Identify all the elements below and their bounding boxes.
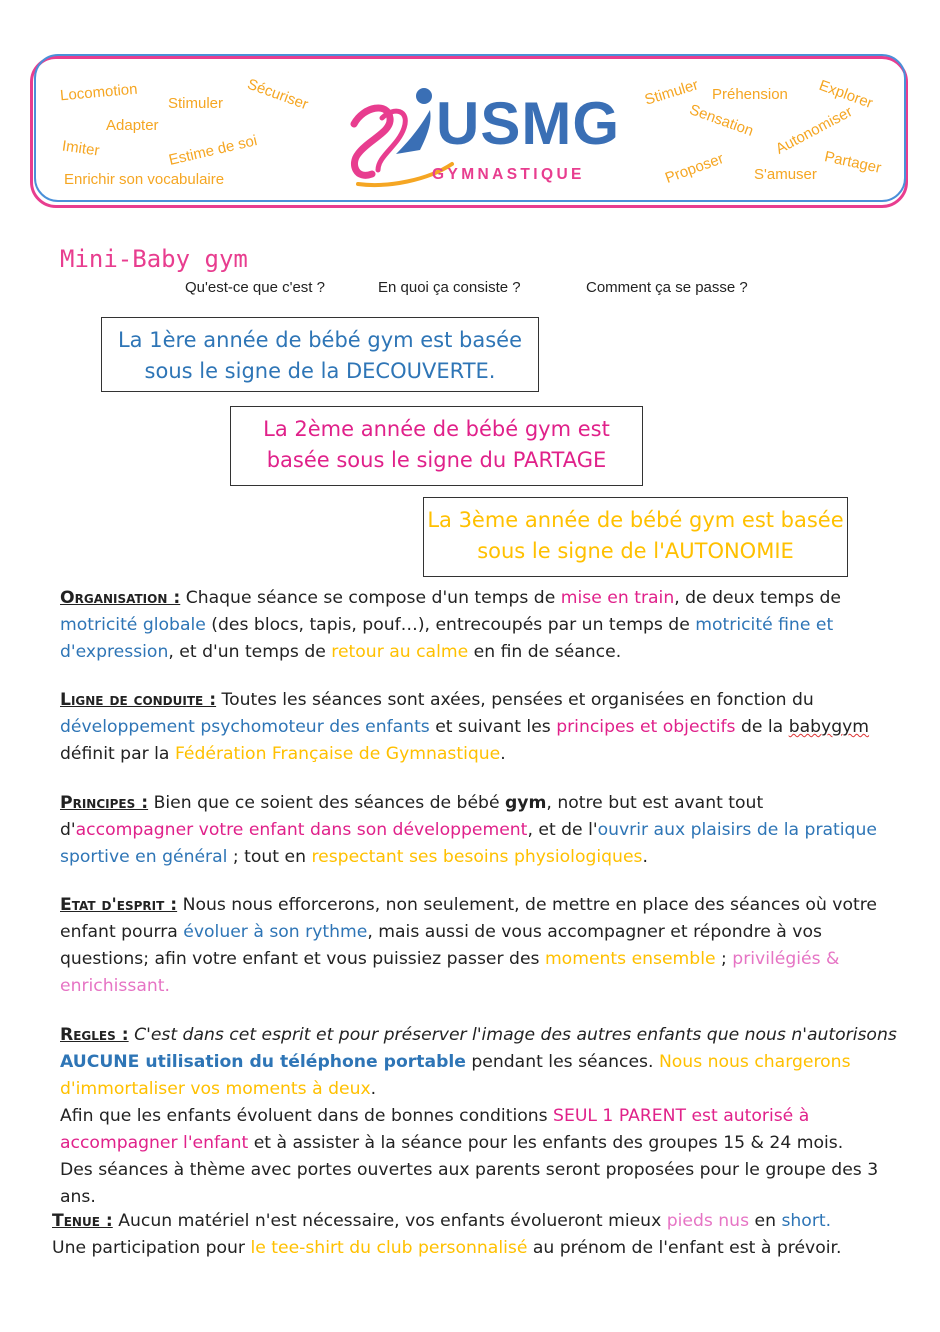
logo-subtitle: GYMNASTIQUE — [432, 166, 585, 183]
question-1: Qu'est-ce que c'est ? — [185, 279, 325, 296]
highlight: pieds nus — [666, 1211, 750, 1231]
section-regles: Regles : C'est dans cet esprit et pour préserver l'image des autres enfants que nous n'autorisons AUCUNE utilisation du téléphone portable pendant les séances. Nous nous chargerons d'immortaliser vos moments à deux. Afin que les enfants évoluent dans de bonnes conditions SEUL 1 PARENT est autorisé à accompagner l'enfant et à assister à la séance pour les enfants des groupes 15 & 24 mois. Des séances à thème avec portes ouvertes aux parents seront proposées pour le groupe des 3 ans. — [60, 1025, 897, 1207]
esprit-heading: Etat d'esprit : — [60, 895, 178, 915]
section-organisation: Organisation : Chaque séance se compose d'un temps de mise en train, de deux temps de motricité globale (des blocs, tapis, pouf…), entrecoupés par un temps de motricité fine et d'expression, et d'un temps de retour au calme en fin de séance. — [60, 588, 841, 662]
principes-heading: Principes : — [60, 793, 149, 813]
section-principes: Principes : Bien que ce soient des séances de bébé gym, notre but est avant tout d'accompagner votre enfant dans son développement, et de l'ouvrir aux plaisirs de la pratique sportive en général ; tout en respectant ses besoins physiologiques. — [60, 793, 877, 867]
keyword-stimuler-right: Stimuler — [642, 76, 701, 109]
year-3-line-2: sous le signe de l'AUTONOMIE — [477, 539, 794, 563]
keyword-samuser: S'amuser — [754, 166, 817, 183]
highlight: le tee-shirt du club personnalisé — [250, 1238, 528, 1258]
highlight: motricité fine et d'expression — [60, 615, 834, 662]
highlight: SEUL 1 PARENT est autorisé à accompagner l'enfant — [60, 1106, 810, 1153]
highlight: respectant ses besoins physiologiques — [311, 847, 643, 867]
keyword-estime-de-soi: Estime de soi — [167, 132, 259, 169]
keyword-partager: Partager — [822, 148, 883, 177]
year-1-line-1: La 1ère année de bébé gym est basée — [117, 328, 523, 352]
spellcheck-word: babygym — [788, 717, 870, 737]
section-etat-esprit: Etat d'esprit : Nous nous efforcerons, non seulement, de mettre en place des séances où votre enfant pourra évoluer à son rythme, mais aussi de vous accompagner et répondre à vos questions; afin votre enfant et vous puissiez passer des moments ensemble ; privilégiés & enrichissant. — [60, 895, 877, 996]
logo-text: USMG — [436, 90, 620, 157]
highlight: Nous nous chargerons d'immortaliser vos moments à deux — [60, 1052, 851, 1099]
question-3: Comment ça se passe ? — [586, 279, 748, 296]
keyword-autonomiser: Autonomiser — [772, 103, 856, 158]
keyword-enrichir-vocabulaire: Enrichir son vocabulaire — [64, 171, 225, 188]
year-2-line-1: La 2ème année de bébé gym est — [263, 417, 610, 441]
highlight: privilégiés & enrichissant. — [60, 949, 840, 996]
keyword-explorer: Explorer — [816, 76, 876, 113]
question-2: En quoi ça consiste ? — [378, 279, 521, 296]
highlight: mise en train — [560, 588, 675, 608]
keyword-proposer: Proposer — [662, 150, 726, 187]
keyword-sensation: Sensation — [687, 101, 756, 140]
keyword-securiser: Sécuriser — [245, 75, 311, 114]
highlight: short. — [781, 1211, 832, 1231]
organisation-heading: Organisation : — [60, 588, 181, 608]
highlight: moments ensemble — [544, 949, 716, 969]
keyword-locomotion: Locomotion — [59, 80, 139, 105]
highlight: ouvrir aux plaisirs de la pratique sportive en général — [60, 820, 877, 867]
highlight: AUCUNE utilisation du téléphone portable — [60, 1052, 466, 1072]
year-3-line-1: La 3ème année de bébé gym est basée — [427, 508, 844, 532]
highlight: retour au calme — [331, 642, 469, 662]
section-ligne-de-conduite: Ligne de conduite : Toutes les séances sont axées, pensées et organisées en fonction du développement psychomoteur des enfants et suivant les principes et objectifs de la babygym définit par la Fédération Française de Gymnastique. — [60, 690, 870, 764]
keyword-imiter: Imiter — [60, 137, 101, 160]
highlight: Fédération Française de Gymnastique — [174, 744, 501, 764]
highlight: motricité globale — [60, 615, 206, 635]
keyword-prehension: Préhension — [712, 86, 788, 103]
year-2-box — [230, 406, 643, 486]
highlight: développement psychomoteur des enfants — [60, 717, 430, 737]
regles-heading: Regles : — [60, 1025, 129, 1045]
keyword-adapter: Adapter — [106, 117, 159, 134]
section-tenue: Tenue : Aucun matériel n'est nécessaire, vos enfants évolueront mieux pieds nus en short. Une participation pour le tee-shirt du club personnalisé au prénom de l'enfant est à prévoir. — [52, 1211, 842, 1258]
year-1-box — [101, 317, 539, 392]
highlight: évoluer à son rythme — [183, 922, 368, 942]
keyword-stimuler-left: Stimuler — [168, 95, 224, 112]
year-3-box — [423, 497, 848, 577]
ligne-heading: Ligne de conduite : — [60, 690, 217, 710]
tenue-heading: Tenue : — [52, 1211, 113, 1231]
highlight: principes et objectifs — [556, 717, 736, 737]
year-1-line-2: sous le signe de la DECOUVERTE. — [144, 359, 496, 383]
year-2-line-2: basée sous le signe du PARTAGE — [266, 448, 607, 472]
highlight: accompagner votre enfant dans son développement — [75, 820, 528, 840]
page-title: Mini-Baby gym — [60, 245, 248, 273]
